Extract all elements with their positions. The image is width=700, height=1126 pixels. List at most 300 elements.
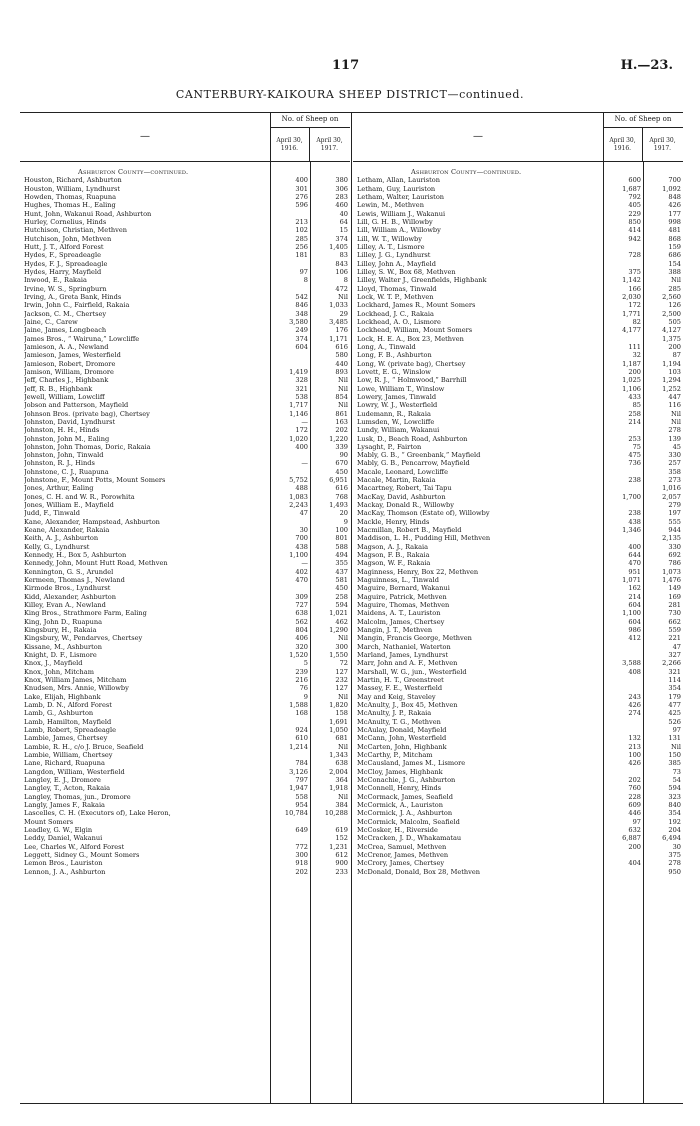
owner-name: Lewin, M., Methven bbox=[357, 201, 424, 210]
table-row bbox=[20, 218, 350, 226]
sheep-1917: 159 bbox=[668, 242, 681, 251]
sheep-1917: 355 bbox=[335, 559, 348, 568]
sheep-1916: 426 bbox=[628, 759, 641, 768]
sheep-1917: Nil bbox=[338, 401, 348, 410]
sheep-1917: 786 bbox=[668, 559, 681, 568]
owner-name: Maguire, Bernard, Wakanui bbox=[357, 584, 450, 593]
table-row bbox=[20, 243, 350, 251]
owner-name: Lowery, James, Tinwald bbox=[357, 392, 437, 401]
table-row bbox=[353, 801, 683, 809]
owner-name: Lundy, William, Wakanui bbox=[357, 426, 440, 435]
sheep-1917: 15 bbox=[339, 226, 348, 235]
owner-name: Hutchison, John, Methven bbox=[24, 234, 112, 243]
sheep-1916: 214 bbox=[628, 417, 641, 426]
table-row bbox=[353, 859, 683, 867]
sheep-1916: 1,106 bbox=[622, 384, 641, 393]
owner-name: Irving, A., Greta Bank, Hinds bbox=[24, 292, 122, 301]
sheep-1917: 730 bbox=[668, 609, 681, 618]
sheep-1917: 4,127 bbox=[662, 326, 681, 335]
sheep-1916: 274 bbox=[628, 709, 641, 718]
table-row bbox=[20, 793, 350, 801]
sheep-1916: — bbox=[301, 417, 308, 426]
table-row bbox=[20, 859, 350, 867]
sheep-1916: 321 bbox=[295, 384, 308, 393]
sheep-1917: 1,050 bbox=[329, 725, 348, 734]
owner-name: Kennedy, H., Box 5, Ashburton bbox=[24, 551, 127, 560]
sheep-1916: 243 bbox=[628, 692, 641, 701]
sheep-1917: 103 bbox=[668, 367, 681, 376]
sheep-1917: 1,290 bbox=[329, 626, 348, 635]
table-row bbox=[20, 784, 350, 792]
owner-name: Lowry, W. J., Westerfield bbox=[357, 401, 438, 410]
table-row bbox=[353, 426, 683, 434]
sheep-1917: 273 bbox=[668, 476, 681, 485]
sheep-1917: 285 bbox=[668, 284, 681, 293]
owner-name: Hurley, Cornelius, Hinds bbox=[24, 217, 107, 226]
table-row bbox=[20, 368, 350, 376]
owner-name: Inwood, E., Rakaia bbox=[24, 276, 87, 285]
table-row bbox=[353, 651, 683, 659]
owner-name: Jones, C. H. and W. R., Porowhita bbox=[24, 492, 135, 501]
owner-name: Lill, William A., Willowby bbox=[357, 226, 441, 235]
table-body bbox=[353, 162, 683, 1103]
table-row bbox=[20, 501, 350, 509]
owner-name: Macmillan, Robert B., Mayfield bbox=[357, 526, 462, 535]
table-header bbox=[353, 112, 683, 162]
owner-name: Lambie, James, Chertsey bbox=[24, 734, 108, 743]
table-row bbox=[353, 568, 683, 576]
sheep-1917: 323 bbox=[668, 792, 681, 801]
sheep-1917: 45 bbox=[672, 442, 681, 451]
table-row bbox=[353, 210, 683, 218]
sheep-1916: 470 bbox=[295, 576, 308, 585]
sheep-1917: Nil bbox=[338, 384, 348, 393]
sheep-1917: 843 bbox=[335, 259, 348, 268]
table-row bbox=[353, 285, 683, 293]
table-row bbox=[353, 518, 683, 526]
sheep-1916: 1,947 bbox=[289, 784, 308, 793]
table-row bbox=[20, 185, 350, 193]
sheep-1916: 1,687 bbox=[622, 184, 641, 193]
sheep-1916: 4,177 bbox=[622, 326, 641, 335]
section-heading bbox=[20, 168, 350, 176]
sheep-1917: 2,500 bbox=[662, 309, 681, 318]
table-row bbox=[353, 768, 683, 776]
sheep-1917: 481 bbox=[668, 226, 681, 235]
sheep-1916: 76 bbox=[299, 684, 308, 693]
sheep-1916: 9 bbox=[303, 692, 308, 701]
table-row bbox=[20, 684, 350, 692]
sheep-1917: 900 bbox=[335, 859, 348, 868]
table-row bbox=[353, 618, 683, 626]
table-row bbox=[20, 301, 350, 309]
sheep-1917: 176 bbox=[335, 326, 348, 335]
sheep-1917: 364 bbox=[335, 775, 348, 784]
sheep-1917: 1,343 bbox=[329, 750, 348, 759]
sheep-1916: 276 bbox=[295, 192, 308, 201]
sheep-1917: 114 bbox=[668, 676, 681, 685]
owner-name: McCloy, James, Highbank bbox=[357, 767, 443, 776]
owner-name: Lock, W. T. P., Methven bbox=[357, 292, 434, 301]
table-row bbox=[353, 709, 683, 717]
owner-name: Kermeen, Thomas J., Newland bbox=[24, 576, 125, 585]
table-row bbox=[20, 751, 350, 759]
sheep-1917: 306 bbox=[335, 184, 348, 193]
owner-name: McAulay, Donald, Mayfield bbox=[357, 725, 447, 734]
sheep-1916: 558 bbox=[295, 792, 308, 801]
owner-name: Knox, J., Mayfield bbox=[24, 659, 83, 668]
sheep-1917: 73 bbox=[672, 767, 681, 776]
owner-name: Mangin, Francis George, Methven bbox=[357, 634, 472, 643]
owner-name: Lee, Charles W., Alford Forest bbox=[24, 842, 125, 851]
table-row bbox=[20, 626, 350, 634]
sheep-1917: 588 bbox=[335, 542, 348, 551]
owner-name: Macartney, Robert, Tai Tapu bbox=[357, 484, 452, 493]
owner-name: Hydes, F., Spreadeagle bbox=[24, 251, 102, 260]
sheep-1916: 229 bbox=[628, 209, 641, 218]
sheep-1916: 924 bbox=[295, 725, 308, 734]
sheep-1916: 238 bbox=[628, 476, 641, 485]
owner-name: Ashburton County—continued. bbox=[78, 168, 189, 176]
table-row bbox=[20, 318, 350, 326]
owner-name: Langley, E. J., Dromore bbox=[24, 775, 101, 784]
sheep-1917: 330 bbox=[668, 542, 681, 551]
owner-name: Keane, Alexander, Rakaia bbox=[24, 526, 110, 535]
table-row bbox=[20, 376, 350, 384]
sheep-1917: 1,220 bbox=[329, 434, 348, 443]
owner-name: MacKay, David, Ashburton bbox=[357, 492, 446, 501]
table-row bbox=[20, 576, 350, 584]
table-row bbox=[20, 210, 350, 218]
owner-name: Jamieson, Robert, Dromore bbox=[24, 359, 116, 368]
table-row bbox=[20, 526, 350, 534]
sheep-1917: 87 bbox=[672, 351, 681, 360]
sheep-1916: 328 bbox=[295, 376, 308, 385]
owner-name: Leggett, Sidney G., Mount Somers bbox=[24, 850, 140, 859]
owner-name: Maguire, Patrick, Methven bbox=[357, 592, 447, 601]
sheep-1917: 619 bbox=[335, 825, 348, 834]
owner-name: Knox, John, Mitcham bbox=[24, 667, 94, 676]
table-row bbox=[20, 268, 350, 276]
sheep-1917: 354 bbox=[668, 684, 681, 693]
sheep-1916: 1,020 bbox=[289, 434, 308, 443]
sheep-1916: 542 bbox=[295, 292, 308, 301]
table-row bbox=[353, 726, 683, 734]
table-row bbox=[20, 493, 350, 501]
sheep-1916: 214 bbox=[628, 592, 641, 601]
owner-name: Johnston, John, Tinwald bbox=[24, 451, 104, 460]
page-title: CANTERBURY-KAIKOURA SHEEP DISTRICT—continued. bbox=[175, 88, 525, 101]
table-row bbox=[20, 776, 350, 784]
sheep-1917: 616 bbox=[335, 484, 348, 493]
owner-name: McCrea, Samuel, Methven bbox=[357, 842, 447, 851]
owner-name: Judd, F., Tinwald bbox=[24, 509, 81, 518]
owner-name: Ashburton County—continued. bbox=[411, 168, 522, 176]
owner-name: Marr, John and A. F., Methven bbox=[357, 659, 458, 668]
owner-name: Mably, G. B., Pencarrow, Mayfield bbox=[357, 459, 470, 468]
owner-name: Lockhard, James R., Mount Somers bbox=[357, 301, 476, 310]
sheep-1916: 649 bbox=[295, 825, 308, 834]
sheep-1917: 2,004 bbox=[329, 767, 348, 776]
table-row bbox=[353, 809, 683, 817]
sheep-1916: 562 bbox=[295, 617, 308, 626]
owner-name: Macale, Martin, Rakaia bbox=[357, 476, 436, 485]
sheep-1917: 681 bbox=[335, 734, 348, 743]
table-row bbox=[20, 543, 350, 551]
sheep-1917: 90 bbox=[339, 451, 348, 460]
sheep-1917: 385 bbox=[668, 759, 681, 768]
owner-name: Maddison, L. H., Pudding Hill, Methven bbox=[357, 534, 491, 543]
table-row bbox=[20, 276, 350, 284]
table-row bbox=[353, 385, 683, 393]
sheep-1916: 1,588 bbox=[289, 701, 308, 709]
sheep-1916: 404 bbox=[628, 859, 641, 868]
sheep-1917: Nil bbox=[338, 634, 348, 643]
table-row bbox=[20, 418, 350, 426]
sheep-1916: 30 bbox=[299, 526, 308, 535]
table-row bbox=[353, 559, 683, 567]
sheep-1917: 848 bbox=[668, 192, 681, 201]
owner-name: Jaine, C., Carew bbox=[24, 317, 78, 326]
sheep-1917: 638 bbox=[335, 759, 348, 768]
owner-name: Langley, Thomas, jun., Dromore bbox=[24, 792, 131, 801]
table-row bbox=[353, 376, 683, 384]
sheep-1917: 700 bbox=[668, 176, 681, 185]
sheep-1917: 8 bbox=[343, 276, 348, 285]
sheep-1917: 375 bbox=[668, 850, 681, 859]
sheep-1917: 169 bbox=[668, 592, 681, 601]
sheep-1916: 700 bbox=[295, 534, 308, 543]
sheep-1917: 131 bbox=[668, 734, 681, 743]
sheep-1917: 472 bbox=[335, 284, 348, 293]
owner-name: King Bros., Strathmore Farm, Ealing bbox=[24, 609, 147, 618]
table-row bbox=[353, 368, 683, 376]
left-table bbox=[20, 112, 350, 1103]
table-row bbox=[20, 834, 350, 842]
table-row bbox=[20, 518, 350, 526]
table-row bbox=[353, 193, 683, 201]
table-row bbox=[353, 593, 683, 601]
sheep-1916: 850 bbox=[628, 217, 641, 226]
sheep-1916: 181 bbox=[295, 251, 308, 260]
sheep-1916: 644 bbox=[628, 551, 641, 560]
table-row bbox=[20, 435, 350, 443]
table-row bbox=[353, 509, 683, 517]
table-row bbox=[20, 709, 350, 717]
sheep-1917: 6,494 bbox=[662, 834, 681, 843]
sheep-1916: 408 bbox=[628, 667, 641, 676]
sheep-1917: 64 bbox=[339, 217, 348, 226]
table-row bbox=[20, 393, 350, 401]
owner-name: Mangin, J. T., Methven bbox=[357, 626, 433, 635]
sheep-1916: 2,030 bbox=[622, 292, 641, 301]
sheep-1916: 604 bbox=[628, 617, 641, 626]
sheep-1916: 75 bbox=[632, 442, 641, 451]
sheep-1916: 375 bbox=[628, 267, 641, 276]
sheep-1917: 388 bbox=[668, 267, 681, 276]
table-row bbox=[353, 851, 683, 859]
sheep-1917: Nil bbox=[671, 409, 681, 418]
sheep-1917: 1,294 bbox=[662, 376, 681, 385]
owner-name: McAnulty, T. G., Methven bbox=[357, 717, 441, 726]
sheep-1917: 425 bbox=[668, 709, 681, 718]
sheep-1916: 202 bbox=[295, 867, 308, 876]
sheep-1916: 400 bbox=[295, 176, 308, 185]
sheep-1916: 2,243 bbox=[289, 501, 308, 510]
owner-name: McCann, John, Westerfield bbox=[357, 734, 447, 743]
table-row bbox=[353, 459, 683, 467]
owner-name: Jeff, R. B., Highbank bbox=[24, 384, 93, 393]
sheep-1917: 127 bbox=[335, 684, 348, 693]
sheep-1917: 278 bbox=[668, 426, 681, 435]
sheep-1916: 986 bbox=[628, 626, 641, 635]
table-row bbox=[20, 659, 350, 667]
table-row bbox=[353, 418, 683, 426]
owner-name: McDonald, Donald, Box 28, Methven bbox=[357, 867, 480, 876]
sheep-1917: 97 bbox=[672, 725, 681, 734]
owner-name: Knox, William James, Mitcham bbox=[24, 676, 127, 685]
sheep-1917: 1,252 bbox=[662, 384, 681, 393]
sheep-1917: 10,288 bbox=[324, 809, 348, 818]
owner-name: Mackle, Henry, Hinds bbox=[357, 517, 430, 526]
sheep-1917: Nil bbox=[338, 792, 348, 801]
table-row bbox=[353, 176, 683, 184]
table-row bbox=[353, 201, 683, 209]
sheep-1916: 213 bbox=[628, 742, 641, 751]
table-row bbox=[20, 609, 350, 617]
sheep-1916: 202 bbox=[628, 775, 641, 784]
owner-name: Jamieson, A. A., Newland bbox=[24, 342, 109, 351]
owner-name: Howden, Thomas, Ruapuna bbox=[24, 192, 117, 201]
sheep-1917: Nil bbox=[671, 276, 681, 285]
sheep-1917: 1,476 bbox=[662, 576, 681, 585]
sheep-1917: 29 bbox=[339, 309, 348, 318]
sheep-1917: 152 bbox=[335, 834, 348, 843]
sheep-1916: 951 bbox=[628, 567, 641, 576]
table-row bbox=[20, 618, 350, 626]
table-row bbox=[20, 201, 350, 209]
sheep-1916: 954 bbox=[295, 800, 308, 809]
table-row bbox=[353, 243, 683, 251]
owner-name: Jamison, William, Dromore bbox=[24, 367, 114, 376]
sheep-1917: 692 bbox=[668, 551, 681, 560]
owner-name: Lamb, Hamilton, Mayfield bbox=[24, 717, 112, 726]
sheep-1917: 662 bbox=[668, 617, 681, 626]
sheep-1916: 162 bbox=[628, 584, 641, 593]
owner-name: Lockhead, William, Mount Somers bbox=[357, 326, 473, 335]
table-row bbox=[353, 235, 683, 243]
owner-name: McCormick, J. A., Ashburton bbox=[357, 809, 453, 818]
sheep-1917: 257 bbox=[668, 459, 681, 468]
table-row bbox=[20, 693, 350, 701]
sheep-1917: 47 bbox=[672, 642, 681, 651]
owner-name: Massey, F. E., Westerfield bbox=[357, 684, 443, 693]
sheep-1916: 438 bbox=[628, 517, 641, 526]
sheep-1916: 727 bbox=[295, 601, 308, 610]
sheep-1917: 462 bbox=[335, 617, 348, 626]
table-row bbox=[353, 326, 683, 334]
sheep-1916: 100 bbox=[628, 750, 641, 759]
owner-name: Lamb, D. N., Alford Forest bbox=[24, 701, 112, 709]
sheep-1917: 1,194 bbox=[662, 359, 681, 368]
sheep-1916: 3,126 bbox=[289, 767, 308, 776]
sheep-1917: 670 bbox=[335, 459, 348, 468]
table-row bbox=[353, 443, 683, 451]
sheep-1917: Nil bbox=[338, 292, 348, 301]
table-row bbox=[353, 476, 683, 484]
sheep-1917: 232 bbox=[335, 676, 348, 685]
sheep-1917: 204 bbox=[668, 825, 681, 834]
table-row bbox=[353, 626, 683, 634]
sheep-1917: 944 bbox=[668, 526, 681, 535]
table-row bbox=[20, 651, 350, 659]
owner-name: McCormack, James, Seafield bbox=[357, 792, 453, 801]
sheep-1917: 233 bbox=[335, 867, 348, 876]
table-row bbox=[20, 743, 350, 751]
table-row bbox=[20, 226, 350, 234]
table-row bbox=[353, 276, 683, 284]
table-row bbox=[20, 851, 350, 859]
owner-name: Hutt, J. T., Alford Forest bbox=[24, 242, 104, 251]
table-row bbox=[20, 559, 350, 567]
sheep-1917: 127 bbox=[335, 667, 348, 676]
sheep-1916: 1,142 bbox=[622, 276, 641, 285]
table-row bbox=[353, 393, 683, 401]
table-row bbox=[353, 634, 683, 642]
table-row bbox=[20, 401, 350, 409]
sheep-1916: 1,346 bbox=[622, 526, 641, 535]
table-row bbox=[353, 218, 683, 226]
table-row bbox=[353, 301, 683, 309]
owner-name: Jamieson, James, Westerfield bbox=[24, 351, 121, 360]
table-row bbox=[353, 410, 683, 418]
sheep-1917: 1,918 bbox=[329, 784, 348, 793]
sheep-1916: 200 bbox=[628, 842, 641, 851]
owner-name: Lambie, William, Chertsey bbox=[24, 750, 113, 759]
owner-name: Johnston, John Thomas, Doric, Rakaia bbox=[24, 442, 151, 451]
owner-name: Lennon, J. A., Ashburton bbox=[24, 867, 106, 876]
col-1917-header: April 30, 1917. bbox=[649, 136, 676, 152]
table-row bbox=[353, 584, 683, 592]
owner-name: Langley, T., Acton, Rakaia bbox=[24, 784, 111, 793]
sheep-1917: 1,375 bbox=[662, 334, 681, 343]
sheep-1917: Nil bbox=[338, 692, 348, 701]
owner-name: Lockhead, J. C., Rakaia bbox=[357, 309, 434, 318]
owner-name: Kennedy, John, Mount Hutt Road, Methven bbox=[24, 559, 168, 568]
sheep-count-header bbox=[603, 112, 683, 161]
sheep-1917: 20 bbox=[339, 509, 348, 518]
sheep-1917: 279 bbox=[668, 501, 681, 510]
table-row bbox=[353, 501, 683, 509]
owner-name: Kissane, M., Ashburton bbox=[24, 642, 102, 651]
sheep-1917: Nil bbox=[338, 376, 348, 385]
owner-name: Marshall, W. G., jun., Westerfield bbox=[357, 667, 467, 676]
sheep-1916: 168 bbox=[295, 709, 308, 718]
column-separator bbox=[351, 112, 352, 1103]
table-row bbox=[353, 435, 683, 443]
sheep-1916: 166 bbox=[628, 284, 641, 293]
sheep-1916: 300 bbox=[295, 850, 308, 859]
sheep-1917: 40 bbox=[339, 209, 348, 218]
sheep-1916: 402 bbox=[295, 567, 308, 576]
sheep-1916: 239 bbox=[295, 667, 308, 676]
owner-name: Marland, James, Lyndhurst bbox=[357, 651, 448, 660]
table-row bbox=[353, 251, 683, 259]
owner-name: Kingsbury, H., Rakaia bbox=[24, 626, 97, 635]
owner-name: Jobson and Patterson, Mayfield bbox=[24, 401, 129, 410]
sheep-1916: 6,887 bbox=[622, 834, 641, 843]
sheep-1916: 10,784 bbox=[284, 809, 308, 818]
